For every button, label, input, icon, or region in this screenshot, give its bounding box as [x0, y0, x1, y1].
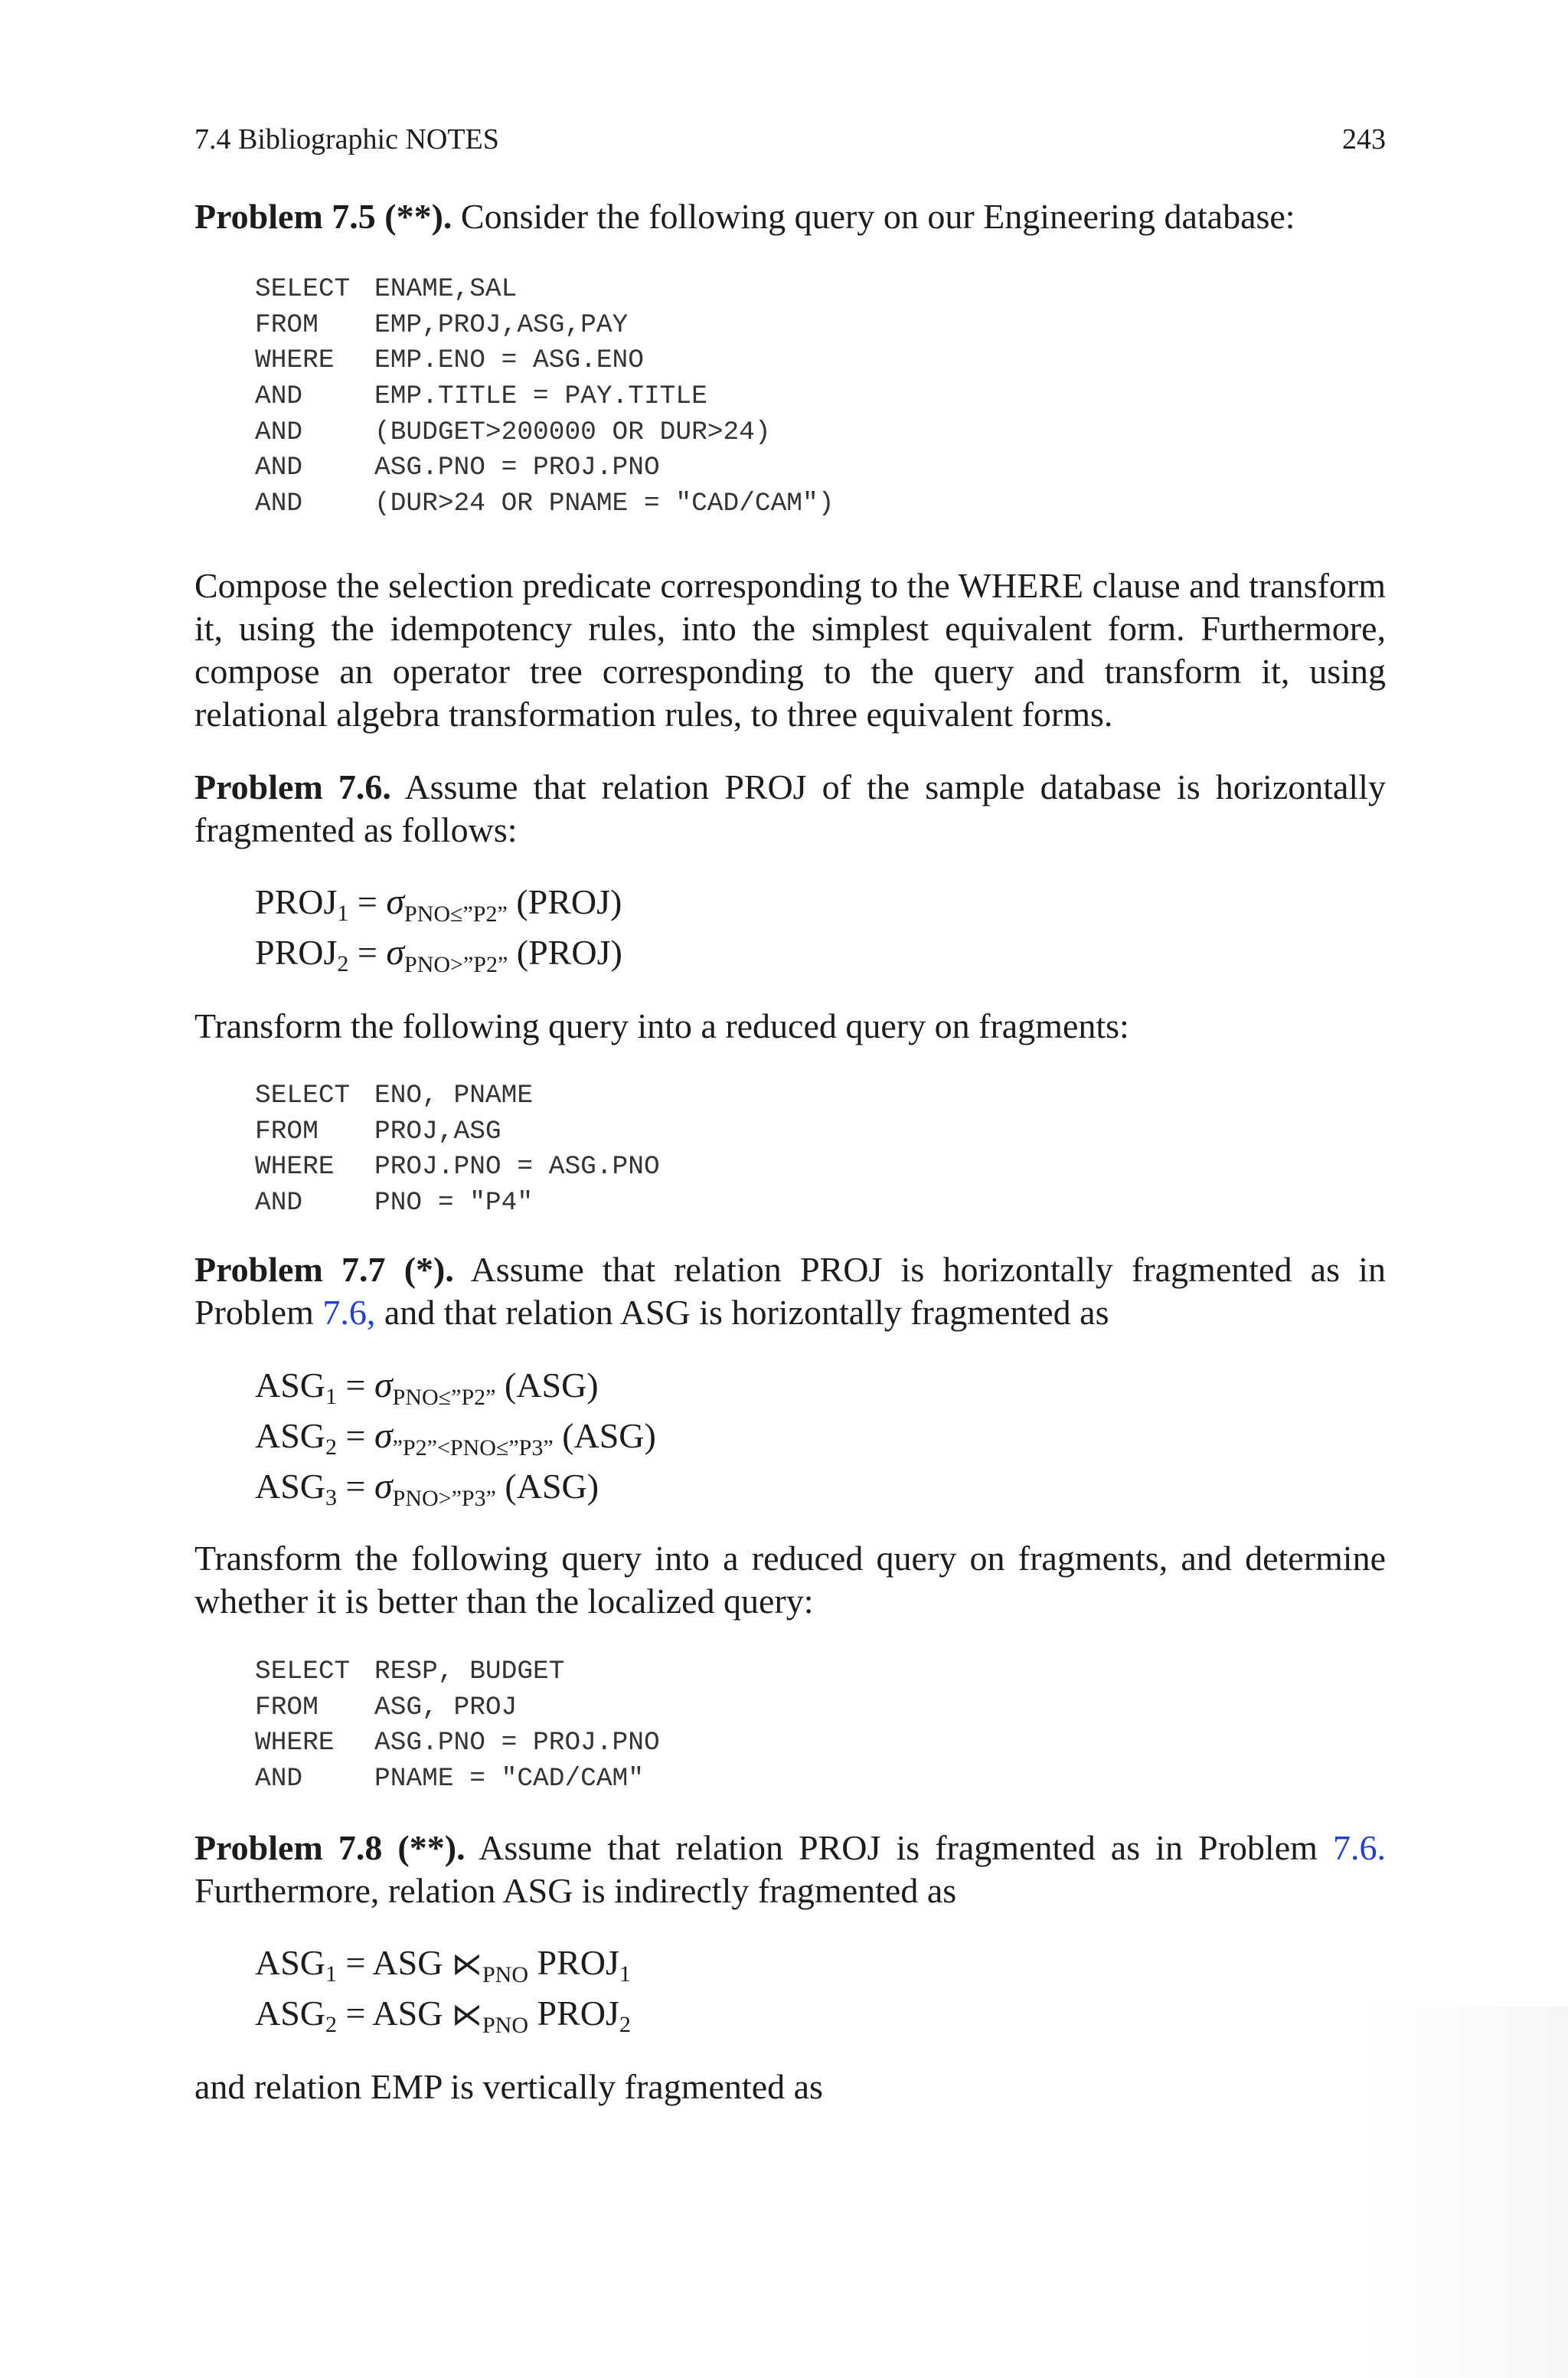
code-line: AND (BUDGET>200000 OR DUR>24): [255, 417, 771, 447]
fragment-definition: $ASG_3 = \sigma_{PNO>”P3”}$ (ASG): [255, 1466, 599, 1511]
code-line: SELECT ENO, PNAME: [255, 1081, 534, 1110]
problem-7-7-intro: Problem 7.7 (*). Assume that relation PROJ is horizontally fragmented as in Problem 7.6, and that relation ASG is horizontally fragmented as: [194, 1250, 1387, 1332]
fragment-definition: $PROJ_1 = \sigma_{PNO\le”P2”}$ (PROJ): [255, 882, 622, 927]
code-line: FROM ASG, PROJ: [255, 1692, 518, 1722]
problem-text: Consider the following query on our Engineering database:: [452, 197, 1295, 236]
asg-fragments: [255, 1360, 656, 1512]
problem-label: Problem 7.6.: [194, 767, 391, 806]
fragment-definition: $ASG_1 = \sigma_{PNO\le”P2”}$ (ASG): [255, 1365, 599, 1410]
code-line: AND PNO = "P4": [255, 1188, 534, 1218]
problem-reference-link[interactable]: 7.6,: [322, 1293, 376, 1332]
code-line: FROM PROJ,ASG: [255, 1116, 501, 1146]
code-line: AND EMP.TITLE = PAY.TITLE: [255, 381, 707, 412]
fragment-definition: $PROJ_2 = \sigma_{PNO>”P2”}$ (PROJ): [255, 932, 622, 977]
problem-7-5-body: Compose the selection predicate corresponding to the WHERE clause and transform it, using the idempotency rules, into the simplest equivalent form. Furthermore, compose an operator tree corresponding to the query and transform it, using relational algebra transformation rules, to three equivalent forms.: [194, 566, 1386, 734]
sql-query-1: [255, 272, 834, 522]
problem-7-8-intro: Problem 7.8 (**). Assume that relation PROJ is fragmented as in Problem 7.6. Furthermore, relation ASG is indirectly fragmented as: [194, 1828, 1386, 1910]
problem-label: Problem 7.5 (**).: [194, 197, 452, 236]
problem-7-7-transform: Transform the following query into a reduced query on fragments, and determine whether it is better than the localized query:: [194, 1539, 1386, 1621]
problem-label: Problem 7.8 (**).: [194, 1828, 466, 1867]
code-line: AND ASG.PNO = PROJ.PNO: [255, 453, 660, 483]
code-line: SELECT ENAME,SAL: [255, 274, 518, 304]
problem-label: Problem 7.7 (*).: [194, 1250, 454, 1289]
sql-query-2: [255, 1078, 660, 1222]
problem-7-5-intro: [194, 195, 1386, 238]
asg-semijoin-fragments: [255, 1938, 631, 2039]
semijoin-symbol: ⋉: [451, 1997, 482, 2032]
fragment-definition: $ASG_2$ = ASG $⋉_{PNO}$ $PROJ_2$: [255, 1994, 631, 2038]
proj-fragments: [255, 877, 622, 978]
code-line: AND (DUR>24 OR PNAME = "CAD/CAM"): [255, 489, 835, 519]
problem-7-8-body: and relation EMP is vertically fragmented as: [194, 2067, 823, 2106]
code-line: AND PNAME = "CAD/CAM": [255, 1764, 644, 1794]
semijoin-symbol: ⋉: [451, 1947, 482, 1981]
problem-text: Assume that relation PROJ of the sample database is horizontally fragmented as follows:: [194, 767, 1386, 849]
page-edge-shading: [1369, 2007, 1568, 2378]
problem-reference-link[interactable]: 7.6.: [1333, 1828, 1386, 1867]
problem-7-6-transform: Transform the following query into a reduced query on fragments:: [194, 1006, 1129, 1045]
fragment-definition: $ASG_2 = \sigma_{”P2”<PNO\le”P3”}$ (ASG): [255, 1415, 656, 1460]
running-header: [194, 123, 1386, 156]
code-line: WHERE EMP.ENO = ASG.ENO: [255, 345, 644, 376]
code-line: WHERE ASG.PNO = PROJ.PNO: [255, 1728, 660, 1758]
page-number: 243: [1342, 123, 1386, 155]
sql-query-3: [255, 1654, 660, 1797]
code-line: SELECT RESP, BUDGET: [255, 1657, 565, 1686]
code-line: WHERE PROJ.PNO = ASG.PNO: [255, 1152, 660, 1182]
problem-7-6-intro: [194, 766, 1386, 852]
section-title: 7.4 Bibliographic NOTES: [194, 123, 499, 155]
fragment-definition: $ASG_1$ = ASG $⋉_{PNO}$ $PROJ_1$: [255, 1943, 631, 1987]
code-line: FROM EMP,PROJ,ASG,PAY: [255, 309, 629, 340]
